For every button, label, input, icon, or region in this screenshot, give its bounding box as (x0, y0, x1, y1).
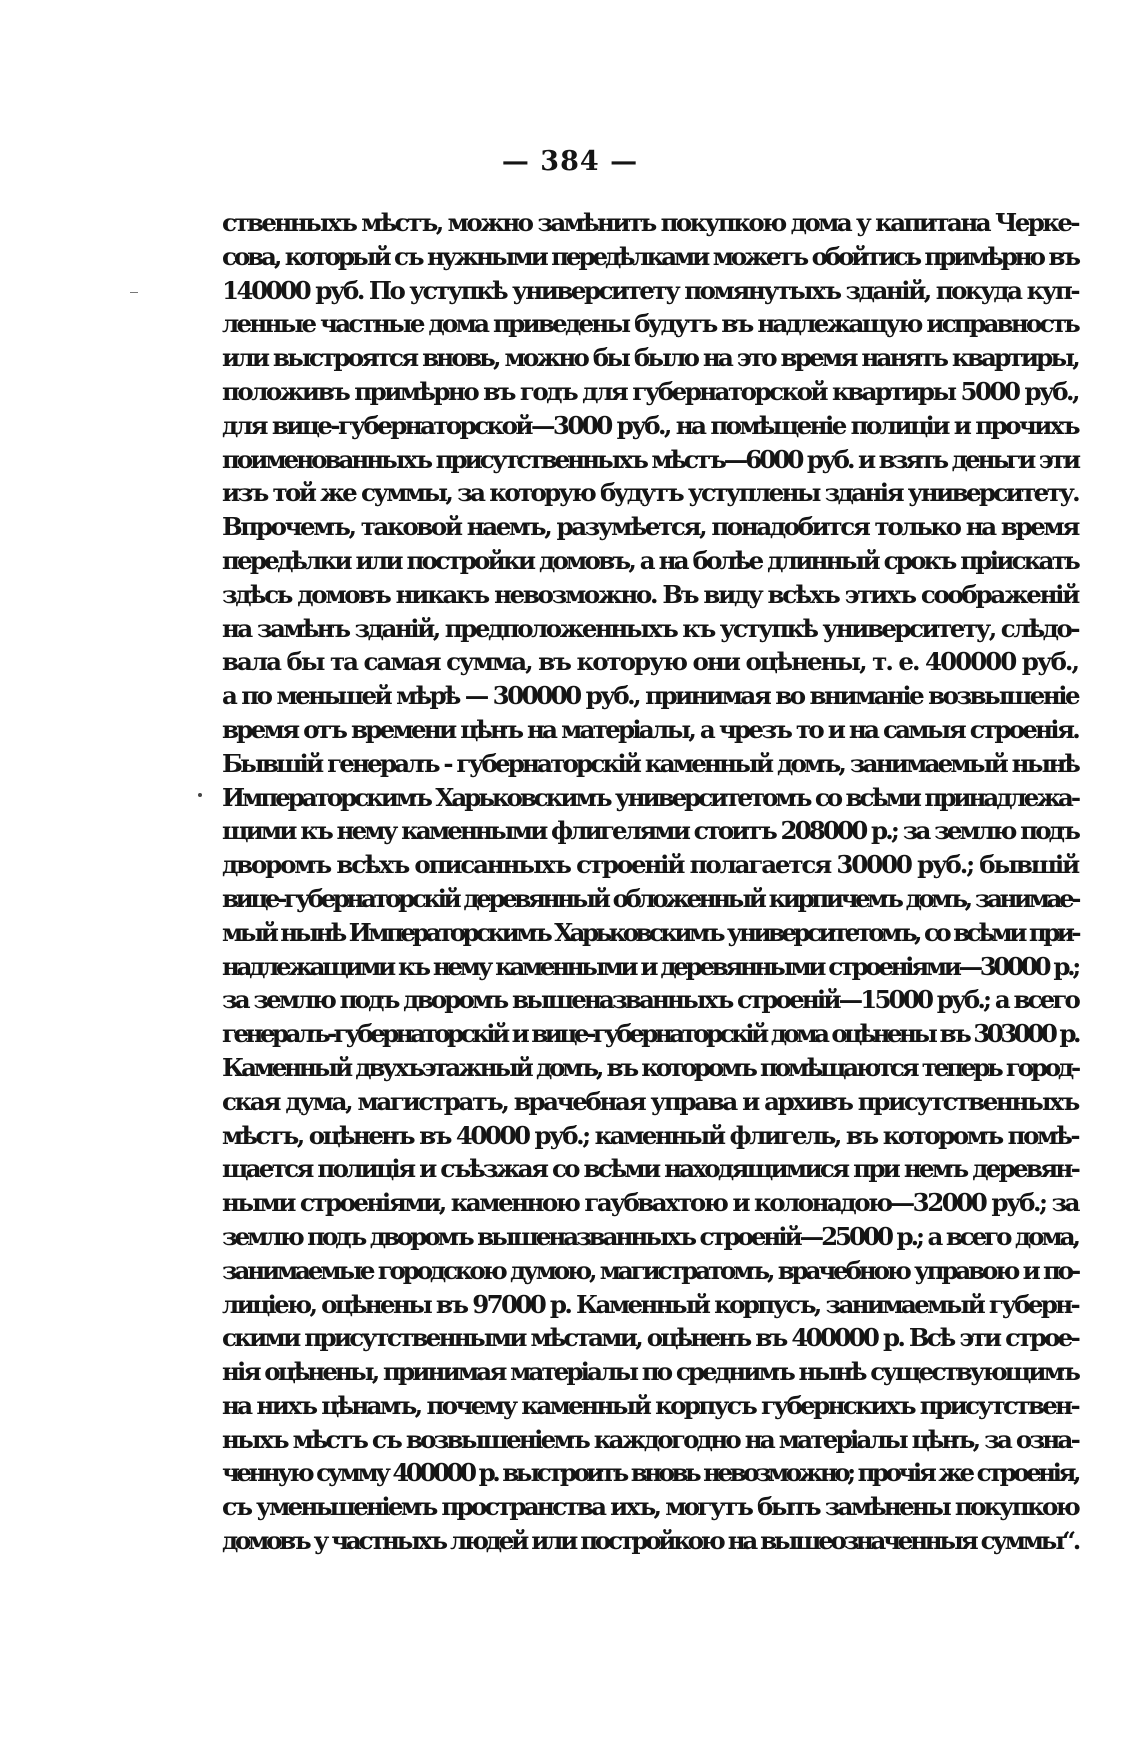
text-line: мый нынѣ Императорскимъ Харьковскимъ университетомъ, со всѣми при- (222, 917, 1078, 947)
text-line: ственныхъ мѣстъ, можно замѣнить покупкою дома у капитана Черке- (222, 208, 1078, 237)
text-line: поименованныхъ присутственныхъ мѣстъ—6000 руб. и взять деньги эти (222, 444, 1078, 474)
text-line: для вице-губернаторской—3000 руб., на помѣщеніе полиціи и прочихъ (222, 410, 1078, 440)
text-line: ныхъ мѣстъ съ возвышеніемъ каждогодно на матеріалы цѣнъ, за озна- (222, 1424, 1078, 1454)
text-line: время отъ времени цѣнъ на матеріалы, а чрезъ то и на самыя строенія. (222, 714, 1078, 744)
text-line: ская дума, магистратъ, врачебная управа и архивъ присутственныхъ (222, 1086, 1078, 1116)
text-line: изъ той же суммы, за которую будутъ уступлены зданія университету. (222, 478, 1078, 508)
body-paragraph (222, 206, 1078, 1558)
text-line: генералъ-губернаторскій и вице-губернаторскій дома оцѣнены въ 303000 р. (222, 1019, 1078, 1049)
text-line: 140000 руб. По уступкѣ университету помянутыхъ зданій, покуда куп- (222, 275, 1078, 305)
text-line: здѣсь домовъ никакъ невозможно. Въ виду всѣхъ этихъ соображеній (222, 579, 1078, 609)
text-line: надлежащими къ нему каменными и деревянными строеніями—30000 р.; (222, 951, 1078, 981)
text-line: на замѣнъ зданій, предположенныхъ къ уступкѣ университету, слѣдо- (222, 613, 1078, 643)
text-line: Впрочемъ, таковой наемъ, разумѣется, понадобится только на время (222, 512, 1078, 542)
text-line: дворомъ всѣхъ описанныхъ строеній полагается 30000 руб.; бывшій (222, 850, 1078, 880)
margin-mark (130, 292, 138, 293)
text-line: ленные частные дома приведены будутъ въ надлежащую исправность (222, 309, 1078, 339)
text-line: или выстроятся вновь, можно бы было на это время нанять квартиры, (222, 343, 1078, 373)
text-line: Императорскимъ Харьковскимъ университетомъ со всѣми принадлежа- (222, 782, 1078, 812)
text-line: скими присутственными мѣстами, оцѣненъ въ 400000 р. Всѣ эти строе- (222, 1323, 1078, 1353)
text-line: положивъ примѣрно въ годъ для губернаторской квартиры 5000 руб., (222, 376, 1078, 406)
text-line: сова, который съ нужными передѣлками можетъ обойтись примѣрно въ (222, 241, 1078, 271)
text-line: ными строеніями, каменною гаубвахтою и колонадою—32000 руб.; за (222, 1188, 1078, 1218)
text-line: ченную сумму 400000 р. выстроить вновь невозможно; прочія же строенія, (222, 1458, 1078, 1488)
page-number: — 384 — (501, 146, 639, 177)
text-line: на нихъ цѣнамъ, почему каменный корпусъ губернскихъ присутствен- (222, 1390, 1078, 1420)
text-line: землю подъ дворомъ вышеназванныхъ строеній—25000 р.; а всего дома, (222, 1221, 1078, 1251)
text-line: а по меньшей мѣрѣ — 300000 руб., принимая во вниманіе возвышеніе (222, 681, 1078, 711)
text-line: лиціею, оцѣнены въ 97000 р. Каменный корпусъ, занимаемый губерн- (222, 1289, 1078, 1319)
text-line: мѣстъ, оцѣненъ въ 40000 руб.; каменный флигель, въ которомъ помѣ- (222, 1120, 1078, 1150)
text-line: съ уменьшеніемъ пространства ихъ, могутъ быть замѣнены покупкою (222, 1492, 1078, 1522)
text-line: передѣлки или постройки домовъ, а на болѣе длинный срокъ пріискать (222, 545, 1078, 575)
text-line: Бывшій генералъ - губернаторскій каменный домъ, занимаемый нынѣ (222, 748, 1078, 778)
text-line: нія оцѣнены, принимая матеріалы по среднимъ нынѣ существующимъ (222, 1357, 1078, 1387)
text-line: щими къ нему каменными флигелями стоитъ 208000 р.; за землю подъ (222, 816, 1078, 846)
text-line: вице-губернаторскій деревянный обложенный кирпичемъ домъ, занимае- (222, 883, 1078, 913)
text-line: занимаемые городскою думою, магистратомъ, врачебною управою и по- (222, 1255, 1078, 1285)
text-line: Каменный двухъэтажный домъ, въ которомъ помѣщаются теперь город- (222, 1052, 1078, 1082)
text-line: щается полиція и съѣзжая со всѣми находящимися при немъ деревян- (222, 1154, 1078, 1184)
text-line: домовъ у частныхъ людей или постройкою на вышеозначенныя суммы“. (222, 1526, 1078, 1556)
margin-dot (198, 793, 202, 797)
text-line: за землю подъ дворомъ вышеназванныхъ строеній—15000 руб.; а всего (222, 985, 1078, 1015)
text-line: вала бы та самая сумма, въ которую они оцѣнены, т. е. 400000 руб., (222, 647, 1078, 677)
